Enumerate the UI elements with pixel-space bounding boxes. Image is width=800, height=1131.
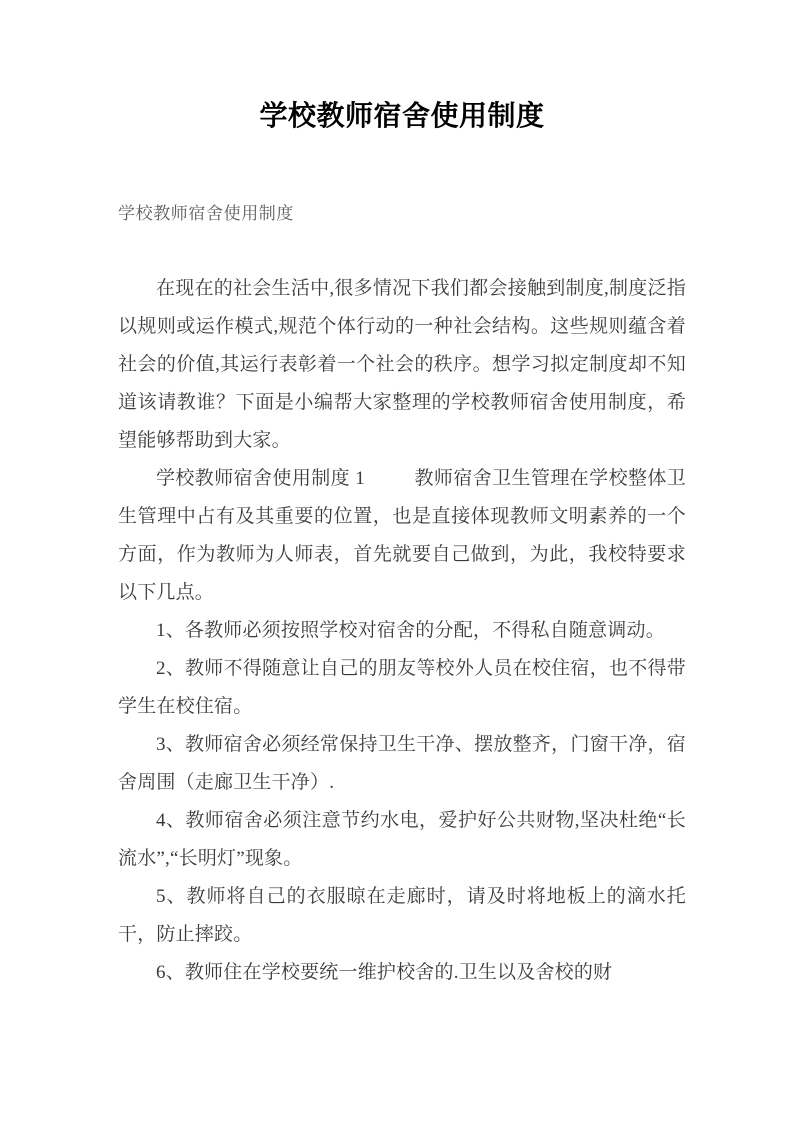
section-intro-text: 教师宿舍卫生管理在学校整体卫生管理中占有及其重要的位置，也是直接体现教师文明素养的一个方面，作为教师为人师表，首先就要自己做到，为此，我校特要求以下几点。: [118, 468, 686, 603]
document-body: [118, 0, 686, 992]
section-heading-paragraph: [118, 460, 686, 612]
list-item: 5、教师将自己的衣服晾在走廊时，请及时将地板上的滴水托干，防止摔跤。: [118, 886, 686, 945]
list-item: 4、教师宿舍必须注意节约水电，爱护好公共财物,坚决杜绝“长流水”,“长明灯”现象。: [118, 810, 686, 869]
document-subtitle: 学校教师宿舍使用制度: [118, 204, 294, 223]
page-title: 学校教师宿舍使用制度: [259, 101, 545, 132]
list-item: 6、教师住在学校要统一维护校舍的.卫生以及舍校的财: [156, 962, 613, 983]
intro-paragraph: 在现在的社会生活中,很多情况下我们都会接触到制度,制度泛指以规则或运作模式,规范个体行动的一种社会结构。这些规则蕴含着社会的价值,其运行表彰着一个社会的秩序。想学习拟定制度却不知道该请教谁？下面是小编帮大家整理的学校教师宿舍使用制度，希望能够帮助到大家。: [118, 278, 686, 451]
list-item: 3、教师宿舍必须经常保持卫生干净、摆放整齐，门窗干净，宿舍周围（走廊卫生干净）.: [118, 734, 686, 793]
document-content: [118, 270, 686, 992]
list-item: 2、教师不得随意让自己的朋友等校外人员在校住宿，也不得带学生在校住宿。: [118, 658, 686, 717]
list-item: 1、各教师必须按照学校对宿舍的分配，不得私自随意调动。: [156, 620, 665, 641]
section-heading-label: 学校教师宿舍使用制度 1: [156, 468, 365, 489]
